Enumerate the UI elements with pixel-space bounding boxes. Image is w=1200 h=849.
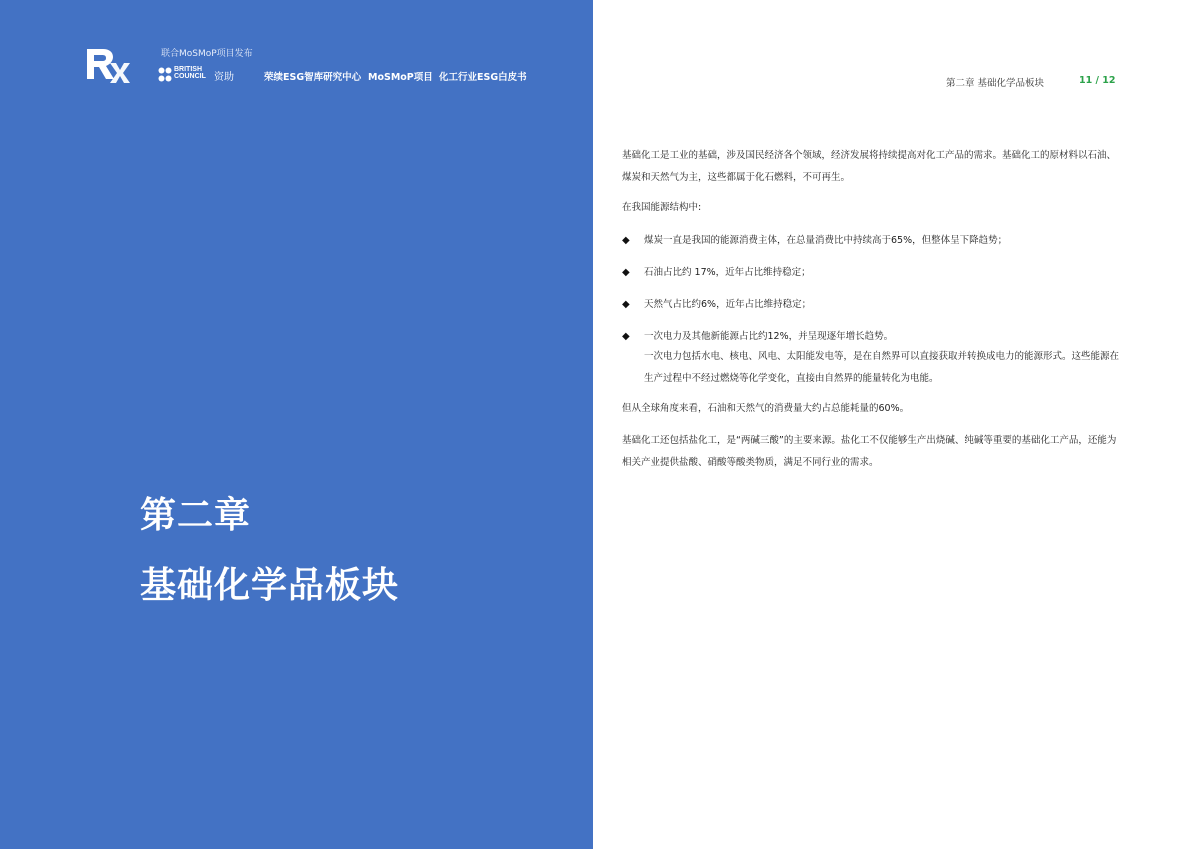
- diamond-bullet-icon: ◆: [622, 267, 630, 278]
- british-council-wordmark: BRITISH COUNCIL: [174, 66, 206, 80]
- running-header: 第二章 基础化学品板块: [946, 78, 1045, 89]
- chapter-title: 基础化学品板块: [140, 565, 400, 606]
- list-item: [622, 326, 1122, 348]
- list-item: [622, 262, 1122, 284]
- org-esg-research-center: 荣续ESG智库研究中心: [264, 72, 362, 83]
- diamond-bullet-icon: ◆: [622, 299, 630, 310]
- paragraph-salt-chemical: 基础化工还包括盐化工，是“两碱三酸”的主要来源。盐化工不仅能够生产出烧碱、纯碱等重要的基础化工产品，还能为相关产业提供盐酸、硝酸等酸类物质，满足不同行业的需求。: [622, 435, 1117, 468]
- diamond-bullet-icon: ◆: [622, 331, 630, 342]
- org-esg-whitepaper: 化工行业ESG白皮书: [439, 72, 527, 83]
- bullet-text: 天然气占比约6%，近年占比维持稳定；: [644, 299, 812, 310]
- diamond-bullet-icon: ◆: [622, 235, 630, 246]
- bullet-text: 一次电力及其他新能源占比约12%，并呈现逐年增长趋势。: [644, 331, 894, 342]
- publish-line: 联合MoSMoP项目发布: [161, 49, 253, 59]
- page-number: 11 / 12: [1079, 75, 1116, 86]
- funding-label: 资助: [214, 72, 234, 83]
- chapter-cover-panel: [0, 0, 593, 849]
- paragraph-intro: 基础化工是工业的基础，涉及国民经济各个领域，经济发展将持续提高对化工产品的需求。基础化工的原材料以石油、煤炭和天然气为主，这些都属于化石燃料，不可再生。: [622, 150, 1117, 183]
- bullet-subtext: 一次电力包括水电、核电、风电、太阳能发电等，是在自然界可以直接获取并转换成电力的能源形式。这些能源在生产过程中不经过燃烧等化学变化，直接由自然界的能量转化为电能。: [644, 351, 1120, 384]
- org-mosmop-project: MoSMoP项目: [368, 72, 433, 83]
- chapter-number: 第二章: [140, 495, 252, 536]
- list-item: [622, 294, 1122, 316]
- paragraph-energy-structure: 在我国能源结构中:: [622, 202, 702, 213]
- list-item: [622, 230, 1122, 252]
- rx-logo-icon: [84, 45, 130, 83]
- bullet-text: 石油占比约 17%，近年占比维持稳定；: [644, 267, 811, 278]
- bullet-text: 煤炭一直是我国的能源消费主体，在总量消费比中持续高于65%，但整体呈下降趋势；: [644, 235, 1008, 246]
- paragraph-global: 但从全球角度来看，石油和天然气的消费量大约占总能耗量的60%。: [622, 403, 910, 414]
